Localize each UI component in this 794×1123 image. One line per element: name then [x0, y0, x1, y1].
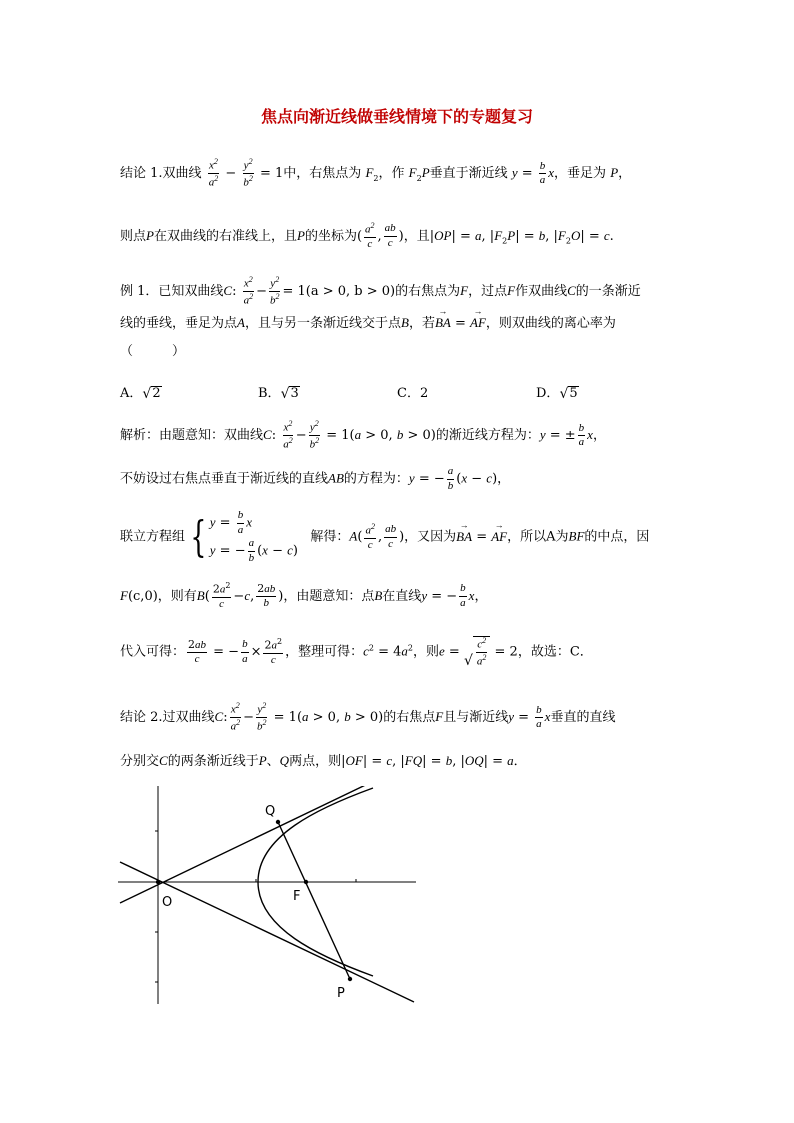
option-d: D． √ 5	[536, 385, 578, 403]
perpendicular-line	[278, 822, 350, 979]
example1-line2: 线的垂线，垂足为点A，且与另一条渐近线交于点B，若→ BA = → AF，则双曲线的离心率为	[120, 316, 616, 330]
label-o: O	[162, 895, 173, 910]
solution-line1: 解析：由题意知：双曲线C: $\frac{x^2}{a^2}$ − $\frac{y^2}{b^2}$ = 1(a > 0, b > 0)的渐近线方程为：y = ± $\frac{b}{a}$ x，	[120, 419, 606, 451]
solution-l3-mid2: ，所以A为	[507, 529, 569, 545]
solution-l2-b: 的方程为：	[343, 471, 409, 487]
solution-line4: F(c,0)，则有B( $\frac{2a^2}{c}$ −c, $\frac{2ab}{b}$ )，由题意知：点B在直线y = − $\frac{b}{a}$ x，	[120, 581, 488, 611]
conclusion2-l2-mid2: 两点，则	[289, 754, 342, 769]
solution-l5-mid2: ，则	[413, 644, 440, 660]
point-f	[304, 880, 308, 884]
solution-l4-prefix: ，则有	[157, 588, 197, 604]
example1-suffix4: 的一条渐近	[575, 284, 641, 300]
conclusion2-prefix: 结论 2.过双曲线	[120, 710, 215, 726]
conclusion2-line2: 分别交C的两条渐近线于P、Q两点，则|OF| = c, |FQ| = b, |OQ| = a．	[120, 753, 527, 769]
conclusion1-eq: = 1中，右焦点为	[260, 166, 362, 182]
example1-l2-c: ，若	[408, 316, 435, 331]
option-b-label: B．	[258, 386, 281, 401]
solution-l3-mid: ，又因为	[404, 529, 457, 545]
point-o	[156, 880, 160, 884]
example1-suffix2: ，过点	[468, 284, 508, 300]
asymptote-lower	[120, 862, 414, 1002]
conclusion1-l2-end: .	[609, 228, 614, 244]
example1-blank: （ ）	[120, 344, 186, 359]
option-d-label: D．	[536, 386, 560, 401]
example1-cond: = 1(a > 0, b > 0)	[282, 284, 396, 300]
conclusion2-l2-prefix: 分别交	[120, 754, 160, 769]
solution-l3-end: 的中点，因	[584, 529, 650, 545]
solution-l3-solve: 解得：	[310, 529, 350, 545]
point-q	[276, 820, 280, 824]
conclusion1-end2: ，	[618, 166, 632, 182]
example1-line1: 例 1．已知双曲线C: $\frac{x^2}{a^2}$ − $\frac{y^2}{b^2}$ = 1(a > 0, b > 0)的右焦点为F，过点F作双曲线C的一条渐近	[120, 275, 641, 307]
label-q: Q	[265, 804, 276, 819]
conclusion1-l2-prefix: 则点	[120, 228, 147, 244]
conclusion2-end: 垂直的直线	[550, 710, 616, 726]
conclusion2-mid2: 且与渐近线	[443, 710, 509, 726]
option-a-label: A．	[120, 386, 143, 401]
conclusion1-mid2: 垂直于渐近线	[429, 166, 508, 182]
example1-prefix: 例 1．已知双曲线	[120, 284, 224, 300]
option-b: B． √ 3	[258, 385, 299, 403]
solution-l4-mid2: 在直线	[382, 588, 422, 604]
option-c: C．2	[397, 386, 429, 401]
solution-line5: 代入可得： $\frac{2ab}{c}$ = − $\frac{b}{a}$ × $\frac{2a^2}{c}$ ，整理可得：$c^2 = 4a^2$，则e = √ $\frac{c^2}{a^2}$ = 2，故选：C．	[120, 636, 593, 670]
conclusion1-l2-mid3: ，且	[403, 228, 430, 244]
solution-l5-prefix: 代入可得：	[120, 644, 186, 660]
conclusion2-l2-mid: 的两条渐近线于	[167, 754, 259, 769]
conclusion1-line1: 结论 1.双曲线 $\frac{x^2}{a^2}$ − $\frac{y^2}{b^2}$ = 1中，右焦点为 $F_2$，作 $F_2P$垂直于渐近线 y = $\frac{b}{a}$ x，垂足为 P，	[120, 157, 632, 189]
asymptote-upper	[120, 786, 380, 903]
page-title: 焦点向渐近线做垂线情境下的专题复习	[260, 107, 533, 126]
solution-line3: 联立方程组 { y = $\frac{b}{a}$ x y = − $\frac{a}{b}$ (x − c) 解得：A( $\frac{a^2}{c}$ , $\frac{ab}{c}$ )，又因为→ BA = → AF，所以A为BF的中点，因	[120, 510, 649, 564]
conclusion2-mid: 的右焦点	[383, 710, 436, 726]
conclusion2-line1: 结论 2.过双曲线C: $\frac{x^2}{a^2}$ − $\frac{y^2}{b^2}$ = 1(a > 0, b > 0)的右焦点F且与渐近线y = $\frac{b}{a}$ x垂直的直线	[120, 701, 616, 733]
label-p: P	[337, 986, 345, 1001]
example1-suffix3: 作双曲线	[515, 284, 568, 300]
hyperbola-figure	[118, 786, 418, 1006]
solution-l5-mid: ，整理可得：	[285, 644, 364, 660]
solution-l5-end: ，故选：C．	[517, 644, 593, 660]
option-a: A． √ 2	[120, 385, 161, 403]
solution-l2: 不妨设过右焦点垂直于渐近线的直线	[120, 471, 329, 487]
conclusion1-line2: 则点P在双曲线的右准线上，且P的坐标为( $\frac{a^2}{c}$ , $\frac{ab}{c}$ )，且|OP| = a, $|F_2P| = b$, $|F_2O| = c$.	[120, 221, 614, 251]
example1-l2-b: ，且与另一条渐近线交于点	[244, 316, 401, 331]
equation-system: y = $\frac{b}{a}$ x y = − $\frac{a}{b}$ (x − c)	[209, 509, 298, 564]
conclusion1-l2-mid: 在双曲线的右准线上，且	[153, 228, 297, 244]
conclusion1-mid: ，作	[378, 166, 405, 182]
solution-suffix: 的渐近线方程为：	[435, 428, 540, 444]
example1-l2-a: 线的垂线，垂足为点	[120, 316, 238, 331]
solution-l4-mid: ，由题意知：点	[283, 588, 375, 604]
solution-l3-prefix: 联立方程组	[120, 529, 186, 545]
conclusion1-prefix: 结论 1.双曲线	[120, 166, 202, 182]
example1-suffix: 的右焦点为	[395, 284, 461, 300]
example1-l2-d: ，则双曲线的离心率为	[485, 316, 616, 331]
conclusion1-l2-mid2: 的坐标为	[304, 228, 357, 244]
solution-prefix: 解析：由题意知：双曲线	[120, 428, 264, 444]
solution-line2: 不妨设过右焦点垂直于渐近线的直线AB的方程为：y = − $\frac{a}{b}$ (x − c)，	[120, 465, 511, 492]
label-f: F	[293, 889, 301, 904]
point-p	[348, 977, 352, 981]
conclusion1-end: ，垂足为	[554, 166, 607, 182]
